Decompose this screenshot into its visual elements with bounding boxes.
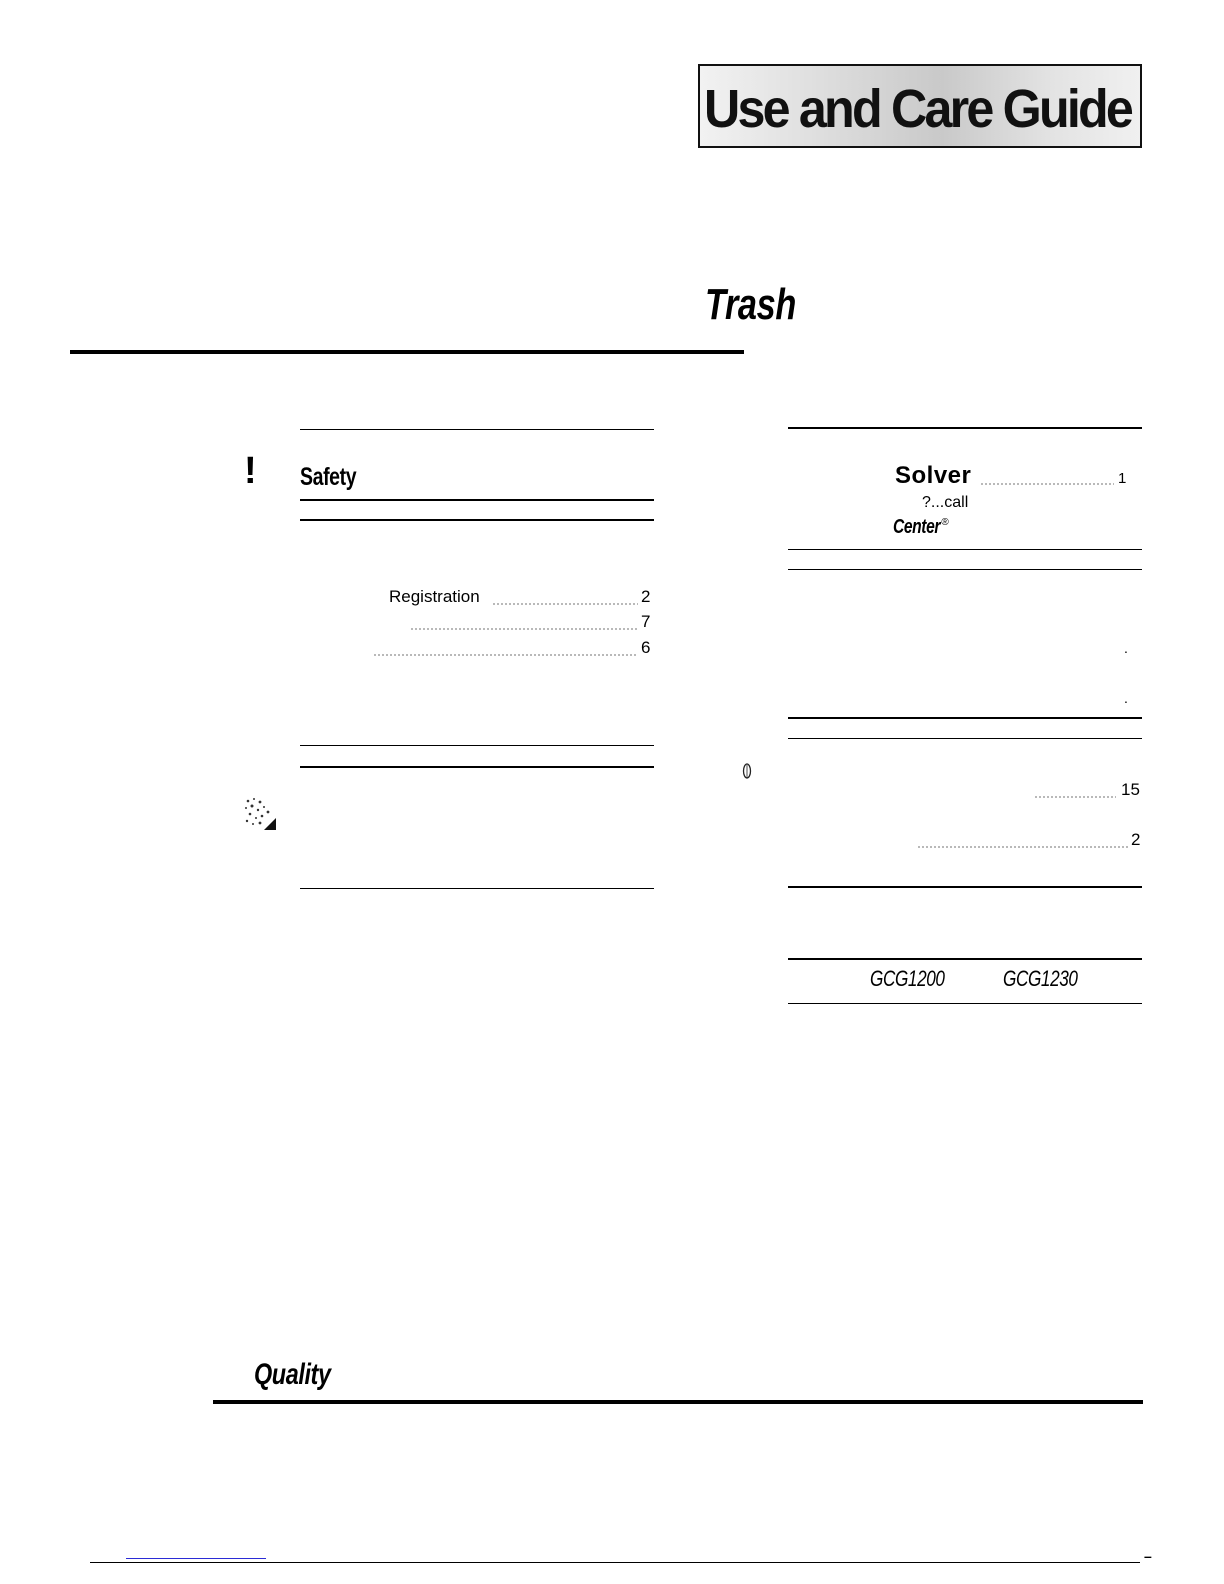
- right-rule-4: [788, 717, 1142, 719]
- bulb-icon: [741, 762, 753, 782]
- leader-dots: [917, 846, 1128, 848]
- right-rule-2: [788, 549, 1142, 550]
- leader-dots: [1034, 796, 1116, 798]
- right-rule-8: [788, 1003, 1142, 1004]
- right-rule-3: [788, 569, 1142, 570]
- right-rule-7: [788, 958, 1142, 960]
- corner-mark: –: [1144, 1548, 1152, 1564]
- footer-heavy-rule: [213, 1400, 1143, 1404]
- right-rule-5: [788, 738, 1142, 739]
- left-rule-4: [300, 745, 654, 746]
- title-box: [698, 64, 1142, 148]
- warning-icon: !: [244, 450, 257, 492]
- stray-dot: .: [1124, 690, 1128, 706]
- left-rule-1: [300, 429, 654, 430]
- bottom-link-line: [126, 1558, 266, 1559]
- leader-dots: [492, 603, 638, 605]
- leader-dots: [980, 483, 1114, 485]
- leader-dots: [410, 628, 638, 630]
- toc-entry-registration: Registration: [389, 587, 480, 606]
- tools-icon: [242, 796, 276, 830]
- toc-page: 1: [1118, 470, 1127, 487]
- stray-dot: .: [1124, 640, 1128, 656]
- model-number: GCG1200: [870, 966, 945, 991]
- toc-page: 2: [1131, 830, 1141, 849]
- toc-page: 6: [641, 638, 651, 657]
- right-rule-1: [788, 427, 1142, 429]
- center-text: Center®: [893, 516, 949, 538]
- leader-dots: [373, 654, 638, 656]
- left-rule-2: [300, 499, 654, 501]
- registered-mark: ®: [941, 517, 949, 529]
- safety-heading: Safety: [300, 463, 357, 491]
- guide-title: Use and Care Guide: [704, 79, 1132, 139]
- product-name: [705, 280, 822, 330]
- left-rule-6: [300, 888, 654, 889]
- call-text: ?...call: [922, 494, 969, 511]
- toc-page: 15: [1121, 780, 1140, 799]
- model-number: GCG1230: [1003, 966, 1078, 991]
- left-rule-3: [300, 519, 654, 521]
- left-rule-5: [300, 766, 654, 768]
- product-word: Trash: [705, 280, 796, 329]
- toc-page: 2: [641, 587, 651, 606]
- top-heavy-rule: [70, 350, 744, 354]
- quality-text: Quality: [254, 1358, 331, 1391]
- right-rule-6: [788, 886, 1142, 888]
- toc-page: 7: [641, 612, 651, 631]
- bottom-thin-rule: [90, 1562, 1140, 1563]
- solver-heading: Solver: [895, 462, 972, 489]
